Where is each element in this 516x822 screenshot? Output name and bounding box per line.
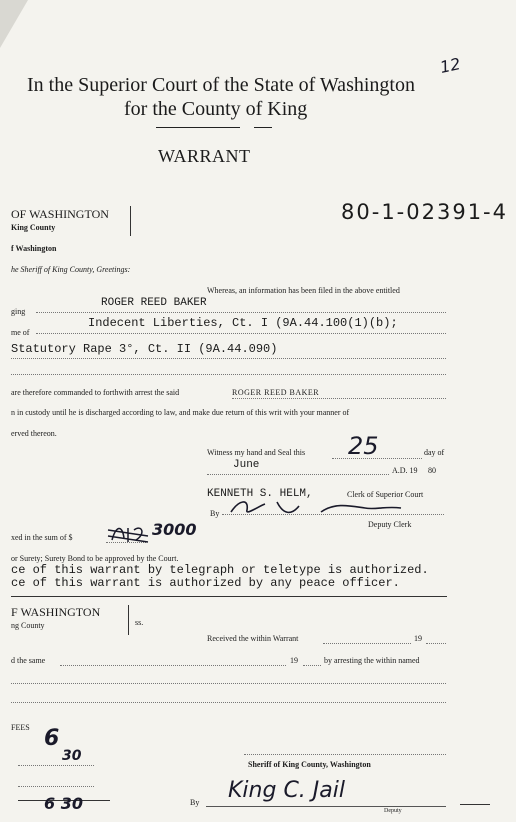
command-text: are therefore commanded to forthwith arrest the said xyxy=(11,388,180,397)
fees-label: FEES xyxy=(11,723,30,732)
witness-year: 80 xyxy=(428,466,436,475)
blank-line xyxy=(11,374,446,375)
court-title-line2: for the County of King xyxy=(124,98,308,120)
title-rule xyxy=(156,127,240,128)
received-year-line xyxy=(426,643,446,644)
crime-label: me of xyxy=(11,328,30,337)
same-year-line xyxy=(303,665,321,666)
fee-1: 6 xyxy=(44,726,60,751)
command-name: ROGER REED BAKER xyxy=(232,388,320,397)
sheriff-by-label: By xyxy=(190,798,200,807)
charge-line-2-dots xyxy=(11,358,446,359)
same-year: 19 xyxy=(290,656,298,665)
day-line xyxy=(332,458,422,459)
section-divider xyxy=(11,596,447,597)
struck-amount xyxy=(106,520,150,546)
charging-label: ging xyxy=(11,307,26,316)
received-line xyxy=(323,643,411,644)
defendant-name: ROGER REED BAKER xyxy=(101,297,207,309)
by-line xyxy=(222,514,444,515)
return-bracket xyxy=(128,605,130,635)
surety-text: or Surety; Surety Bond to be approved by the Court. xyxy=(11,554,179,563)
clerk-name: KENNETH S. HELM, xyxy=(207,488,313,500)
corner-rule xyxy=(460,804,490,805)
county-caption: King County xyxy=(11,223,56,232)
same-line xyxy=(60,665,286,666)
authorization-note-2: ce of this warrant is authorized by any peace officer. xyxy=(11,576,400,590)
to-washington: f Washington xyxy=(11,244,57,253)
return-county: ng County xyxy=(11,621,45,630)
deputy-clerk: Deputy Clerk xyxy=(368,520,412,529)
day-of-label: day of xyxy=(424,448,445,457)
served-text: erved thereon. xyxy=(11,429,57,438)
fee-line-2 xyxy=(18,786,94,787)
sheriff-title: Sheriff of King County, Washington xyxy=(248,760,371,769)
fee-line-1 xyxy=(18,765,94,766)
received-year: 19 xyxy=(414,634,422,643)
defendant-line xyxy=(36,312,446,313)
custody-text: n in custody until he is discharged according to law, and make due return of this writ with your manner of xyxy=(11,408,350,417)
sheriff-signature: King C. Jail xyxy=(228,778,345,803)
title-rule-short xyxy=(254,127,272,128)
authorization-note-1: ce of this warrant by telegraph or teletype is authorized. xyxy=(11,563,429,577)
witness-label: Witness my hand and Seal this xyxy=(207,448,306,457)
witness-month: June xyxy=(233,459,260,471)
return-blank-line-2 xyxy=(11,702,446,703)
deputy-signature xyxy=(225,494,425,520)
whereas-text: Whereas, an information has been filed in the above entitled xyxy=(207,286,400,295)
case-number: 80-1-02391-4 xyxy=(341,200,508,224)
return-blank-line-1 xyxy=(11,683,446,684)
greeting: he Sheriff of King County, Greetings: xyxy=(11,265,131,274)
corner-note: 12 xyxy=(438,54,463,77)
court-title-line1: In the Superior Court of the State of Washington xyxy=(27,74,415,96)
witness-day: 25 xyxy=(348,432,379,460)
sheriff-line xyxy=(244,754,446,755)
bail-amount: 3000 xyxy=(152,520,197,539)
bail-label: xed in the sum of $ xyxy=(11,533,73,542)
state-caption: OF WASHINGTON xyxy=(11,207,109,221)
document-title: WARRANT xyxy=(158,146,251,166)
received-label: Received the within Warrant xyxy=(207,634,299,643)
clerk-title: Clerk of Superior Court xyxy=(347,490,424,499)
page-fold-shadow xyxy=(0,0,40,60)
ad-label: A.D. 19 xyxy=(392,466,418,475)
sheriff-deputy: Deputy xyxy=(384,808,402,814)
by-label: By xyxy=(210,509,220,518)
ss-label: ss. xyxy=(135,618,144,627)
fees-total: 6 30 xyxy=(44,794,83,813)
charge-line-1: Indecent Liberties, Ct. I (9A.44.100(1)(b); xyxy=(88,316,398,330)
sheriff-by-line xyxy=(206,806,446,807)
month-line xyxy=(207,474,389,475)
arresting-text: by arresting the within named xyxy=(324,656,420,665)
caption-bracket xyxy=(130,206,132,236)
same-label: d the same xyxy=(11,656,46,665)
fee-2: 30 xyxy=(62,748,82,764)
return-state: F WASHINGTON xyxy=(11,605,101,619)
charge-line-1-dots xyxy=(36,333,446,334)
command-name-line xyxy=(232,398,446,399)
charge-line-2: Statutory Rape 3°, Ct. II (9A.44.090) xyxy=(11,342,278,356)
